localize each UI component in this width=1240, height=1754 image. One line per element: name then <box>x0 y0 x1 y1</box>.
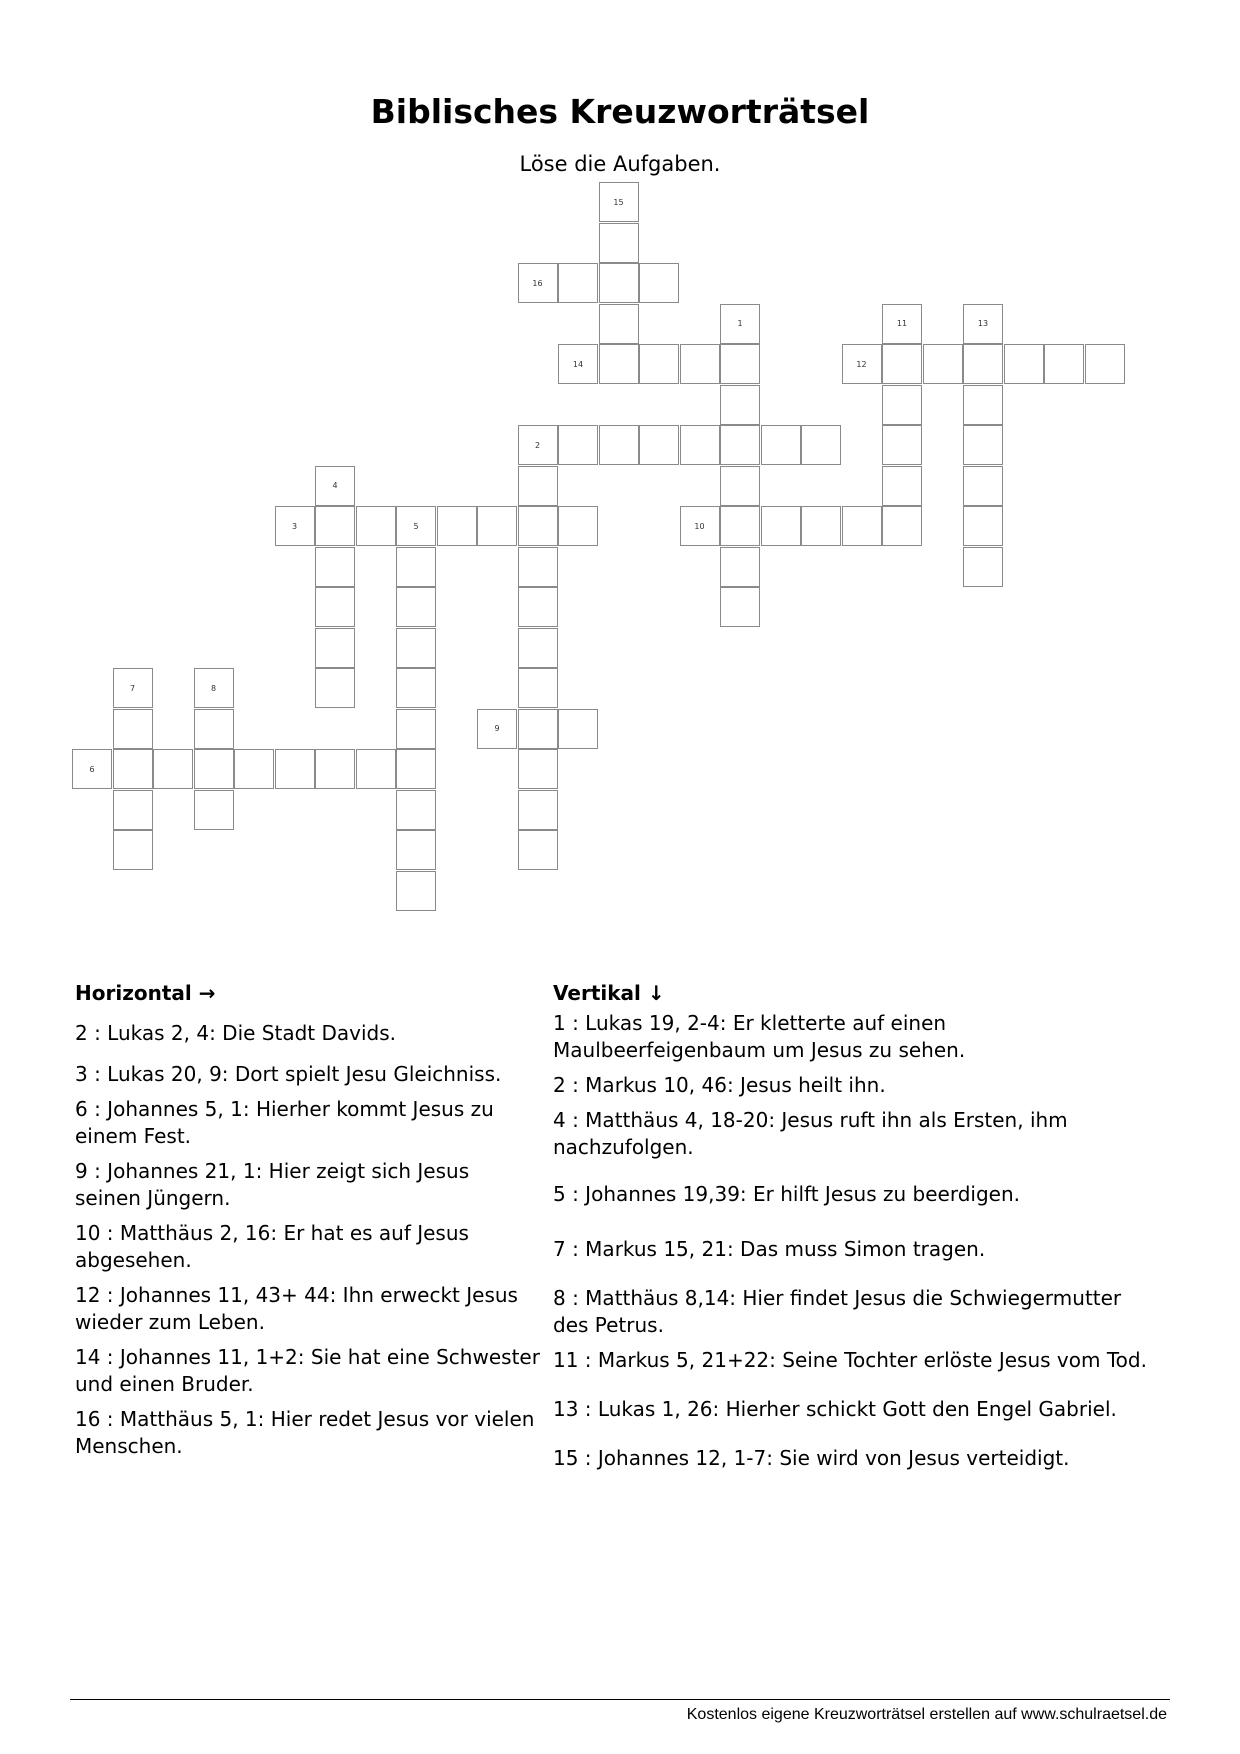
answer-cell[interactable] <box>720 344 760 384</box>
answer-cell[interactable] <box>194 749 234 789</box>
horizontal-clue: 6 : Johannes 5, 1: Hierher kommt Jesus zu einem Fest. <box>75 1097 494 1148</box>
page-subtitle: Löse die Aufgaben. <box>519 152 721 176</box>
answer-cell[interactable] <box>720 385 760 425</box>
answer-cell[interactable] <box>558 263 598 303</box>
answer-cell[interactable] <box>315 668 355 708</box>
answer-cell[interactable] <box>437 506 477 546</box>
answer-cell[interactable] <box>761 425 801 465</box>
answer-cell[interactable] <box>396 871 436 911</box>
answer-cell[interactable] <box>396 628 436 668</box>
answer-cell[interactable] <box>558 506 598 546</box>
answer-cell[interactable] <box>396 668 436 708</box>
answer-cell[interactable] <box>396 830 436 870</box>
clue-number-cell: 6 <box>72 749 112 789</box>
answer-cell[interactable] <box>315 506 355 546</box>
page-title: Biblisches Kreuzworträtsel <box>370 92 870 131</box>
answer-cell[interactable] <box>882 425 922 465</box>
horizontal-heading <box>75 976 540 1010</box>
vertical-clue: 7 : Markus 15, 21: Das muss Simon tragen. <box>553 1237 986 1261</box>
answer-cell[interactable] <box>518 709 558 749</box>
vertical-clue: 5 : Johannes 19,39: Er hilft Jesus zu beerdigen. <box>553 1182 1020 1206</box>
horizontal-clue: 12 : Johannes 11, 43+ 44: Ihn erweckt Jesus wieder zum Leben. <box>75 1283 518 1334</box>
answer-cell[interactable] <box>518 790 558 830</box>
answer-cell[interactable] <box>113 790 153 830</box>
answer-cell[interactable] <box>113 830 153 870</box>
answer-cell[interactable] <box>153 749 193 789</box>
clue-number-cell: 4 <box>315 466 355 506</box>
clue-number-cell: 10 <box>680 506 720 546</box>
answer-cell[interactable] <box>194 790 234 830</box>
answer-cell[interactable] <box>882 506 922 546</box>
answer-cell[interactable] <box>356 506 396 546</box>
answer-cell[interactable] <box>882 344 922 384</box>
clue-number-cell: 15 <box>599 182 639 222</box>
answer-cell[interactable] <box>720 547 760 587</box>
vertical-clue: 8 : Matthäus 8,14: Hier findet Jesus die Schwiegermutter des Petrus. <box>553 1286 1122 1337</box>
answer-cell[interactable] <box>315 547 355 587</box>
answer-cell[interactable] <box>923 344 963 384</box>
answer-cell[interactable] <box>720 587 760 627</box>
answer-cell[interactable] <box>518 749 558 789</box>
vertical-heading <box>553 976 1153 1010</box>
answer-cell[interactable] <box>315 587 355 627</box>
answer-cell[interactable] <box>720 466 760 506</box>
vertical-clue: 4 : Matthäus 4, 18-20: Jesus ruft ihn als Ersten, ihm nachzufolgen. <box>553 1108 1068 1159</box>
answer-cell[interactable] <box>963 425 1003 465</box>
answer-cell[interactable] <box>963 547 1003 587</box>
answer-cell[interactable] <box>558 709 598 749</box>
clue-number-cell: 5 <box>396 506 436 546</box>
answer-cell[interactable] <box>275 749 315 789</box>
answer-cell[interactable] <box>518 587 558 627</box>
answer-cell[interactable] <box>639 425 679 465</box>
answer-cell[interactable] <box>234 749 274 789</box>
answer-cell[interactable] <box>599 263 639 303</box>
answer-cell[interactable] <box>963 506 1003 546</box>
footer-divider <box>70 1699 1170 1700</box>
horizontal-clue: 14 : Johannes 11, 1+2: Sie hat eine Schwester und einen Bruder. <box>75 1345 540 1396</box>
answer-cell[interactable] <box>113 749 153 789</box>
answer-cell[interactable] <box>518 628 558 668</box>
vertical-clues <box>553 976 1153 1480</box>
answer-cell[interactable] <box>599 344 639 384</box>
answer-cell[interactable] <box>720 425 760 465</box>
clue-number-cell: 8 <box>194 668 234 708</box>
clue-number-cell: 7 <box>113 668 153 708</box>
clue-number-cell: 11 <box>882 304 922 344</box>
answer-cell[interactable] <box>599 223 639 263</box>
arrow-down-icon: ↓ <box>647 981 665 1005</box>
answer-cell[interactable] <box>518 668 558 708</box>
answer-cell[interactable] <box>1004 344 1044 384</box>
answer-cell[interactable] <box>194 709 234 749</box>
answer-cell[interactable] <box>396 749 436 789</box>
answer-cell[interactable] <box>963 385 1003 425</box>
answer-cell[interactable] <box>1085 344 1125 384</box>
horizontal-clues <box>75 976 540 1468</box>
footer-credit: Kostenlos eigene Kreuzworträtsel erstellen auf www.schulraetsel.de <box>686 1706 1167 1723</box>
answer-cell[interactable] <box>801 506 841 546</box>
answer-cell[interactable] <box>720 506 760 546</box>
answer-cell[interactable] <box>396 790 436 830</box>
clue-number-cell: 2 <box>518 425 558 465</box>
horizontal-clue: 9 : Johannes 21, 1: Hier zeigt sich Jesus seinen Jüngern. <box>75 1159 470 1210</box>
answer-cell[interactable] <box>639 344 679 384</box>
clue-number-cell: 1 <box>720 304 760 344</box>
answer-cell[interactable] <box>396 709 436 749</box>
clue-number-cell: 12 <box>842 344 882 384</box>
vertical-clue: 11 : Markus 5, 21+22: Seine Tochter erlöste Jesus vom Tod. <box>553 1348 1147 1372</box>
horizontal-clue: 2 : Lukas 2, 4: Die Stadt Davids. <box>75 1021 396 1045</box>
answer-cell[interactable] <box>518 830 558 870</box>
answer-cell[interactable] <box>963 344 1003 384</box>
clue-number-cell: 3 <box>275 506 315 546</box>
answer-cell[interactable] <box>315 749 355 789</box>
answer-cell[interactable] <box>315 628 355 668</box>
answer-cell[interactable] <box>963 466 1003 506</box>
clue-number-cell: 13 <box>963 304 1003 344</box>
answer-cell[interactable] <box>518 466 558 506</box>
horizontal-heading-label: Horizontal <box>75 981 192 1005</box>
answer-cell[interactable] <box>396 587 436 627</box>
answer-cell[interactable] <box>882 385 922 425</box>
horizontal-clue: 10 : Matthäus 2, 16: Er hat es auf Jesus abgesehen. <box>75 1221 469 1272</box>
answer-cell[interactable] <box>680 344 720 384</box>
vertical-clue: 2 : Markus 10, 46: Jesus heilt ihn. <box>553 1073 886 1097</box>
answer-cell[interactable] <box>639 263 679 303</box>
clue-number-cell: 16 <box>518 263 558 303</box>
answer-cell[interactable] <box>518 506 558 546</box>
answer-cell[interactable] <box>356 749 396 789</box>
answer-cell[interactable] <box>518 547 558 587</box>
answer-cell[interactable] <box>801 425 841 465</box>
answer-cell[interactable] <box>599 304 639 344</box>
answer-cell[interactable] <box>396 547 436 587</box>
vertical-clue: 13 : Lukas 1, 26: Hierher schickt Gott den Engel Gabriel. <box>553 1397 1117 1421</box>
vertical-heading-label: Vertikal <box>553 981 641 1005</box>
clue-number-cell: 14 <box>558 344 598 384</box>
answer-cell[interactable] <box>882 466 922 506</box>
vertical-clue: 1 : Lukas 19, 2-4: Er kletterte auf einen Maulbeerfeigenbaum um Jesus zu sehen. <box>553 1011 966 1062</box>
answer-cell[interactable] <box>477 506 517 546</box>
horizontal-clue: 16 : Matthäus 5, 1: Hier redet Jesus vor vielen Menschen. <box>75 1407 535 1458</box>
horizontal-clue: 3 : Lukas 20, 9: Dort spielt Jesu Gleichniss. <box>75 1062 502 1086</box>
answer-cell[interactable] <box>761 506 801 546</box>
answer-cell[interactable] <box>558 425 598 465</box>
answer-cell[interactable] <box>599 425 639 465</box>
answer-cell[interactable] <box>680 425 720 465</box>
answer-cell[interactable] <box>842 506 882 546</box>
vertical-clue: 15 : Johannes 12, 1-7: Sie wird von Jesus verteidigt. <box>553 1446 1070 1470</box>
answer-cell[interactable] <box>1044 344 1084 384</box>
clue-number-cell: 9 <box>477 709 517 749</box>
answer-cell[interactable] <box>113 709 153 749</box>
arrow-right-icon: → <box>198 981 216 1005</box>
